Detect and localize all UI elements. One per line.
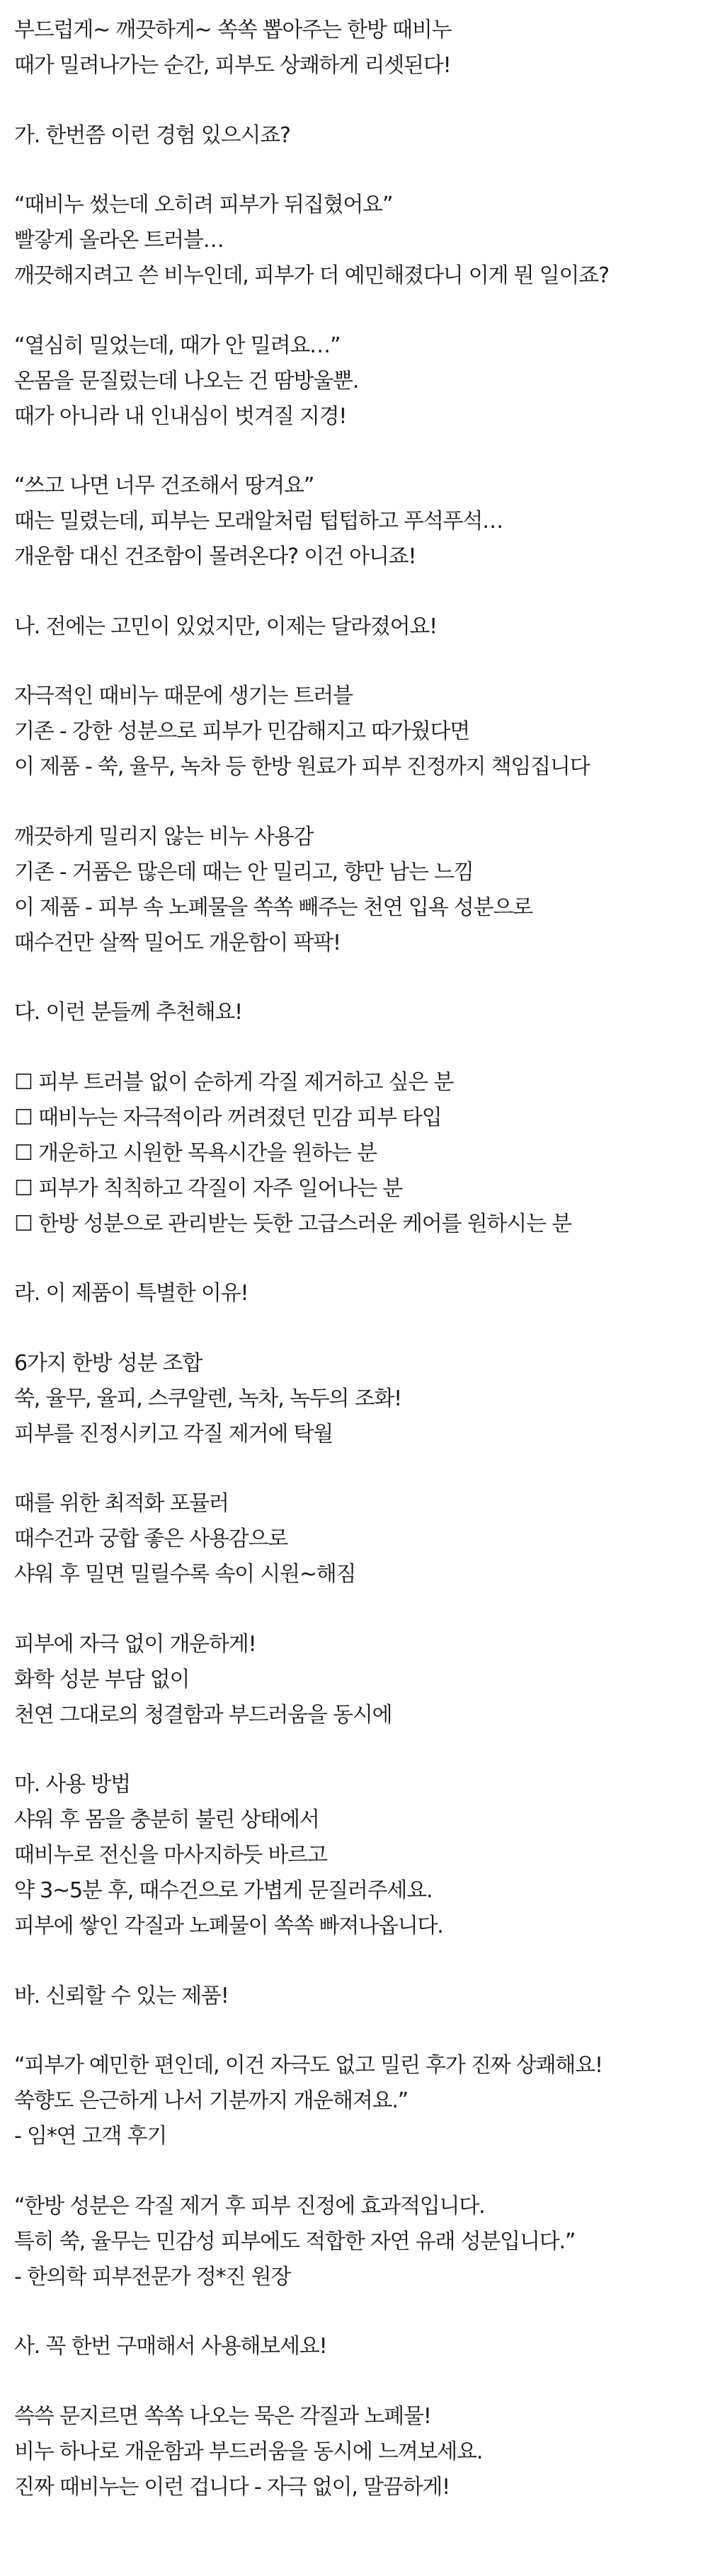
- text-line: 가. 한번쯤 이런 경험 있으시죠?: [14, 122, 290, 148]
- text-line: 샤워 후 밀면 밀릴수록 속이 시원~해짐: [14, 1562, 356, 1587]
- text-line: 약 3~5분 후, 때수건으로 가볍게 문질러주세요.: [14, 1878, 433, 1903]
- text-line: “쓰고 나면 너무 건조해서 땅겨요”: [14, 473, 314, 498]
- text-line: 쑥향도 은근하게 나서 기분까지 개운해져요.”: [14, 2088, 409, 2113]
- paragraph: [14, 679, 708, 785]
- text-line: 비누 하나로 개운함과 부드러움을 동시에 느껴보세요.: [14, 2439, 483, 2464]
- text-line: 자극적인 때비누 때문에 생기는 트러블: [14, 684, 353, 708]
- text-line: “때비누 썼는데 오히려 피부가 뒤집혔어요”: [14, 192, 393, 217]
- text-line: 사. 꼭 한번 구매해서 사용해보세요!: [14, 2334, 327, 2359]
- text-line: 때수건과 궁합 좋은 사용감으로: [14, 1526, 288, 1551]
- text-line: 쓱쓱 문지르면 쏙쏙 나오는 묵은 각질과 노폐물!: [14, 2403, 431, 2429]
- text-line: 깨끗하게 밀리지 않는 비누 사용감: [14, 824, 314, 849]
- text-line: ☐ 한방 성분으로 관리받는 듯한 고급스러운 케어를 원하시는 분: [14, 1211, 571, 1236]
- text-line: 마. 사용 방법: [14, 1772, 130, 1797]
- text-line: 피부에 자극 없이 개운하게!: [14, 1631, 256, 1657]
- text-line: ☐ 때비누는 자극적이라 꺼려졌던 민감 피부 타입: [14, 1105, 442, 1130]
- paragraph: [14, 1346, 708, 1452]
- text-line: 천연 그대로의 청결함과 부드러움을 동시에: [14, 1702, 392, 1727]
- text-line: 때수건만 살짝 밀어도 개운함이 팍팍!: [14, 930, 341, 955]
- text-line: 쑥, 율무, 율피, 스쿠알렌, 녹차, 녹두의 조화!: [14, 1386, 402, 1411]
- text-line: 화학 성분 부담 없이: [14, 1667, 190, 1692]
- text-line: ☐ 피부가 칙칙하고 각질이 자주 일어나는 분: [14, 1175, 402, 1201]
- text-line: 때가 아니라 내 인내심이 벗겨질 지경!: [14, 403, 347, 429]
- text-line: 나. 전에는 고민이 있었지만, 이제는 달라졌어요!: [14, 614, 437, 639]
- text-line: 깨끗해지려고 쓴 비누인데, 피부가 더 예민해졌다니 이게 뭔 일이죠?: [14, 263, 609, 288]
- paragraph: [14, 1276, 708, 1311]
- paragraph: [14, 1979, 708, 2014]
- text-line: 이 제품 - 피부 속 노폐물을 쏙쏙 빼주는 천연 입욕 성분으로: [14, 895, 532, 920]
- paragraph: [14, 1767, 708, 1944]
- text-line: 때는 밀렸는데, 피부는 모래알처럼 텁텁하고 푸석푸석…: [14, 509, 503, 534]
- text-line: 부드럽게~ 깨끗하게~ 쏙쏙 뽑아주는 한방 때비누: [14, 18, 452, 42]
- paragraph: [14, 2189, 708, 2295]
- text-line: 샤워 후 몸을 충분히 불린 상태에서: [14, 1807, 319, 1832]
- text-line: 때비누로 전신을 마사지하듯 바르고: [14, 1843, 327, 1868]
- paragraph: [14, 188, 708, 294]
- paragraph: [14, 609, 708, 645]
- text-line: 라. 이 제품이 특별한 이유!: [14, 1281, 249, 1306]
- text-line: - 임*연 고객 후기: [14, 2124, 167, 2149]
- paragraph: [14, 328, 708, 435]
- text-line: 온몸을 문질렀는데 나오는 건 땀방울뿐.: [14, 368, 359, 393]
- text-line: 피부에 쌓인 각질과 노폐물이 쏙쏙 빠져나옵니다.: [14, 1914, 443, 1938]
- text-line: 바. 신뢰할 수 있는 제품!: [14, 1983, 229, 2008]
- text-line: “한방 성분은 각질 제거 후 피부 진정에 효과적입니다.: [14, 2193, 485, 2219]
- text-line: 6가지 한방 성분 조합: [14, 1350, 202, 1376]
- paragraph: [14, 2399, 708, 2505]
- text-line: 기존 - 강한 성분으로 피부가 민감해지고 따가웠다면: [14, 719, 470, 744]
- paragraph: [14, 118, 708, 154]
- paragraph: [14, 1486, 708, 1592]
- text-line: 때가 밀려나가는 순간, 피부도 상쾌하게 리셋된다!: [14, 53, 451, 78]
- text-line: 특히 쑥, 율무는 민감성 피부에도 적합한 자연 유래 성분입니다.”: [14, 2229, 576, 2254]
- text-line: 다. 이런 분들께 추천해요!: [14, 1000, 242, 1025]
- text-line: 진짜 때비누는 이런 겁니다 - 자극 없이, 말끔하게!: [14, 2474, 450, 2500]
- text-line: 때를 위한 최적화 포뮬러: [14, 1491, 229, 1516]
- text-line: 피부를 진정시키고 각질 제거에 탁월: [14, 1421, 333, 1447]
- paragraph: [14, 2329, 708, 2364]
- text-line: ☐ 개운하고 시원한 목욕시간을 원하는 분: [14, 1140, 377, 1166]
- text-line: “열심히 밀었는데, 때가 안 밀려요…”: [14, 333, 341, 358]
- text-line: - 한의학 피부전문가 정*진 원장: [14, 2264, 291, 2289]
- paragraph: [14, 1627, 708, 1733]
- paragraph: [14, 820, 708, 961]
- text-line: 개운함 대신 건조함이 몰려온다? 이건 아니죠!: [14, 544, 416, 569]
- paragraph: [14, 468, 708, 575]
- text-line: 이 제품 - 쑥, 율무, 녹차 등 한방 원료가 피부 진정까지 책임집니다: [14, 754, 590, 779]
- text-line: ☐ 피부 트러블 없이 순하게 각질 제거하고 싶은 분: [14, 1069, 454, 1095]
- text-line: 기존 - 거품은 많은데 때는 안 밀리고, 향만 남는 느낌: [14, 859, 474, 885]
- paragraph: [14, 13, 708, 84]
- paragraph: [14, 995, 708, 1030]
- paragraph: [14, 1065, 708, 1242]
- text-line: “피부가 예민한 편인데, 이건 자극도 없고 밀린 후가 진짜 상쾌해요!: [14, 2053, 603, 2078]
- paragraph: [14, 2048, 708, 2154]
- text-line: 빨갛게 올라온 트러블…: [14, 228, 224, 253]
